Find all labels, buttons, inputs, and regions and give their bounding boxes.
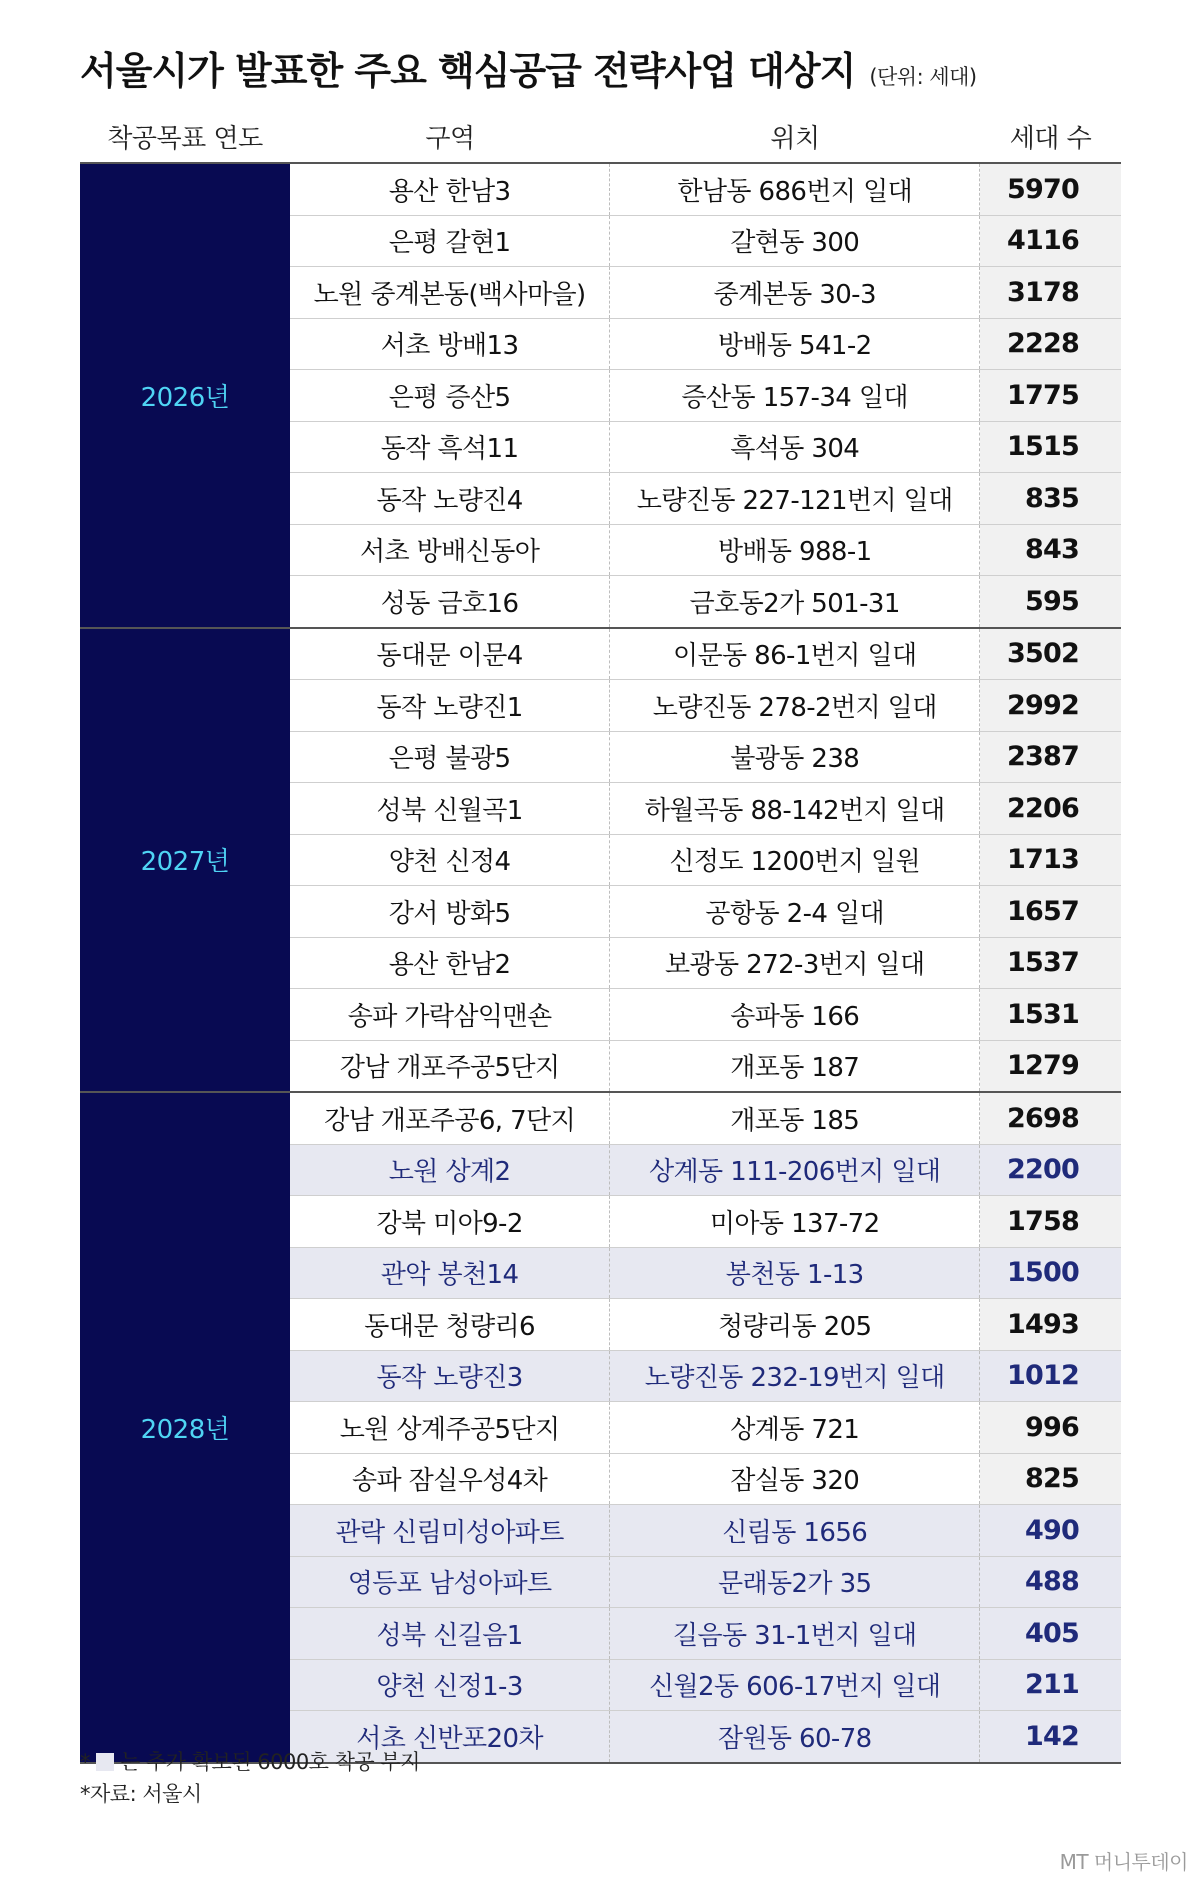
count-cell: 2992 — [980, 680, 1121, 731]
location-cell: 이문동 86-1번지 일대 — [610, 629, 980, 680]
zone-cell: 성동 금호16 — [290, 576, 610, 627]
zone-cell: 동작 흑석11 — [290, 422, 610, 473]
location-cell: 증산동 157-34 일대 — [610, 370, 980, 421]
page-title: 서울시가 발표한 주요 핵심공급 전략사업 대상지 — [80, 49, 856, 93]
zone-cell: 관악 봉천14 — [290, 1248, 610, 1299]
location-cell: 노량진동 232-19번지 일대 — [610, 1351, 980, 1402]
zone-cell: 관락 신림미성아파트 — [290, 1505, 610, 1556]
count-cell: 211 — [980, 1660, 1121, 1711]
header-zone: 구역 — [425, 123, 475, 154]
header-year: 착공목표 연도 — [107, 123, 263, 154]
zone-cell: 서초 방배13 — [290, 319, 610, 370]
table-row — [290, 629, 1121, 681]
header-location: 위치 — [770, 123, 820, 154]
count-cell: 1500 — [980, 1248, 1121, 1299]
location-cell: 잠원동 60-78 — [610, 1711, 980, 1762]
zone-cell: 송파 가락삼익맨숀 — [290, 989, 610, 1040]
count-cell: 488 — [980, 1557, 1121, 1608]
header-count: 세대 수 — [1009, 123, 1092, 154]
count-cell: 1657 — [980, 886, 1121, 937]
group-rows — [290, 629, 1121, 1092]
table-row — [290, 370, 1121, 422]
location-cell: 보광동 272-3번지 일대 — [610, 938, 980, 989]
location-cell: 개포동 185 — [610, 1093, 980, 1144]
count-cell: 142 — [980, 1711, 1121, 1762]
table-row — [290, 216, 1121, 268]
table-row — [290, 732, 1121, 784]
count-cell: 835 — [980, 473, 1121, 524]
zone-cell: 은평 갈현1 — [290, 216, 610, 267]
count-cell: 2228 — [980, 319, 1121, 370]
zone-cell: 은평 불광5 — [290, 732, 610, 783]
table-row — [290, 1608, 1121, 1660]
zone-cell: 강북 미아9-2 — [290, 1196, 610, 1247]
table-body — [80, 164, 1121, 1764]
zone-cell: 양천 신정1-3 — [290, 1660, 610, 1711]
location-cell: 하월곡동 88-142번지 일대 — [610, 783, 980, 834]
count-cell: 1537 — [980, 938, 1121, 989]
count-cell: 1279 — [980, 1041, 1121, 1092]
table-row — [290, 473, 1121, 525]
count-cell: 2206 — [980, 783, 1121, 834]
table-row — [290, 1145, 1121, 1197]
year-group — [80, 629, 1121, 1094]
title-row — [80, 40, 977, 95]
zone-cell: 송파 잠실우성4차 — [290, 1454, 610, 1505]
zone-cell: 강남 개포주공5단지 — [290, 1041, 610, 1092]
count-cell: 1775 — [980, 370, 1121, 421]
zone-cell: 노원 상계2 — [290, 1145, 610, 1196]
location-cell: 갈현동 300 — [610, 216, 980, 267]
location-cell: 봉천동 1-13 — [610, 1248, 980, 1299]
table-row — [290, 1196, 1121, 1248]
location-cell: 중계본동 30-3 — [610, 267, 980, 318]
location-cell: 흑석동 304 — [610, 422, 980, 473]
location-cell: 미아동 137-72 — [610, 1196, 980, 1247]
location-cell: 길음동 31-1번지 일대 — [610, 1608, 980, 1659]
zone-cell: 동대문 청량리6 — [290, 1299, 610, 1350]
location-cell: 불광동 238 — [610, 732, 980, 783]
highlight-swatch — [96, 1753, 114, 1771]
location-cell: 잠실동 320 — [610, 1454, 980, 1505]
year-cell: 2028년 — [80, 1093, 290, 1762]
footnotes — [80, 1746, 420, 1810]
footnote-asterisk: * — [80, 1750, 90, 1774]
zone-cell: 동작 노량진4 — [290, 473, 610, 524]
table-row — [290, 1351, 1121, 1403]
table-row — [290, 1505, 1121, 1557]
table-row — [290, 525, 1121, 577]
zone-cell: 은평 증산5 — [290, 370, 610, 421]
zone-cell: 용산 한남3 — [290, 164, 610, 215]
count-cell: 1493 — [980, 1299, 1121, 1350]
location-cell: 노량진동 278-2번지 일대 — [610, 680, 980, 731]
supply-table — [80, 110, 1121, 1764]
zone-cell: 영등포 남성아파트 — [290, 1557, 610, 1608]
table-row — [290, 680, 1121, 732]
count-cell: 1012 — [980, 1351, 1121, 1402]
count-cell: 2200 — [980, 1145, 1121, 1196]
table-row — [290, 1299, 1121, 1351]
table-row — [290, 164, 1121, 216]
count-cell: 1531 — [980, 989, 1121, 1040]
zone-cell: 강서 방화5 — [290, 886, 610, 937]
zone-cell: 서초 방배신동아 — [290, 525, 610, 576]
zone-cell: 양천 신정4 — [290, 835, 610, 886]
table-row — [290, 835, 1121, 887]
location-cell: 송파동 166 — [610, 989, 980, 1040]
location-cell: 노량진동 227-121번지 일대 — [610, 473, 980, 524]
table-row — [290, 267, 1121, 319]
zone-cell: 성북 신길음1 — [290, 1608, 610, 1659]
table-row — [290, 1454, 1121, 1506]
table-row — [290, 1093, 1121, 1145]
location-cell: 금호동2가 501-31 — [610, 576, 980, 627]
count-cell: 1758 — [980, 1196, 1121, 1247]
count-cell: 2698 — [980, 1093, 1121, 1144]
count-cell: 2387 — [980, 732, 1121, 783]
location-cell: 문래동2가 35 — [610, 1557, 980, 1608]
year-cell: 2026년 — [80, 164, 290, 627]
table-row — [290, 783, 1121, 835]
location-cell: 방배동 541-2 — [610, 319, 980, 370]
table-row — [290, 576, 1121, 627]
table-row — [290, 1557, 1121, 1609]
table-row — [290, 1041, 1121, 1092]
count-cell: 4116 — [980, 216, 1121, 267]
zone-cell: 용산 한남2 — [290, 938, 610, 989]
footnote-source: *자료: 서울시 — [80, 1782, 202, 1806]
count-cell: 996 — [980, 1402, 1121, 1453]
table-row — [290, 422, 1121, 474]
table-header — [80, 110, 1121, 164]
count-cell: 405 — [980, 1608, 1121, 1659]
footnote-highlight — [80, 1746, 420, 1778]
group-rows — [290, 164, 1121, 627]
count-cell: 1713 — [980, 835, 1121, 886]
location-cell: 개포동 187 — [610, 1041, 980, 1092]
location-cell: 신림동 1656 — [610, 1505, 980, 1556]
table-row — [290, 1402, 1121, 1454]
location-cell: 상계동 111-206번지 일대 — [610, 1145, 980, 1196]
location-cell: 상계동 721 — [610, 1402, 980, 1453]
location-cell: 신정도 1200번지 일원 — [610, 835, 980, 886]
location-cell: 방배동 988-1 — [610, 525, 980, 576]
count-cell: 595 — [980, 576, 1121, 627]
publisher-logo: MT 머니투데이 — [1059, 1850, 1188, 1874]
count-cell: 5970 — [980, 164, 1121, 215]
table-row — [290, 1248, 1121, 1300]
zone-cell: 노원 상계주공5단지 — [290, 1402, 610, 1453]
zone-cell: 동대문 이문4 — [290, 629, 610, 680]
unit-label: (단위: 세대) — [869, 65, 977, 89]
zone-cell: 서초 신반포20차 — [290, 1711, 610, 1762]
table-row — [290, 989, 1121, 1041]
table-row — [290, 319, 1121, 371]
zone-cell: 동작 노량진1 — [290, 680, 610, 731]
count-cell: 825 — [980, 1454, 1121, 1505]
count-cell: 843 — [980, 525, 1121, 576]
count-cell: 3502 — [980, 629, 1121, 680]
table-row — [290, 938, 1121, 990]
location-cell: 공항동 2-4 일대 — [610, 886, 980, 937]
footnote-highlight-text: 는 추가 확보된 6000호 착공 부지 — [120, 1750, 420, 1774]
table-row — [290, 886, 1121, 938]
location-cell: 한남동 686번지 일대 — [610, 164, 980, 215]
year-cell: 2027년 — [80, 629, 290, 1092]
zone-cell: 동작 노량진3 — [290, 1351, 610, 1402]
count-cell: 3178 — [980, 267, 1121, 318]
year-group — [80, 1093, 1121, 1764]
location-cell: 청량리동 205 — [610, 1299, 980, 1350]
year-group — [80, 164, 1121, 629]
location-cell: 신월2동 606-17번지 일대 — [610, 1660, 980, 1711]
count-cell: 490 — [980, 1505, 1121, 1556]
group-rows — [290, 1093, 1121, 1762]
zone-cell: 성북 신월곡1 — [290, 783, 610, 834]
table-row — [290, 1660, 1121, 1712]
zone-cell: 노원 중계본동(백사마을) — [290, 267, 610, 318]
zone-cell: 강남 개포주공6, 7단지 — [290, 1093, 610, 1144]
count-cell: 1515 — [980, 422, 1121, 473]
